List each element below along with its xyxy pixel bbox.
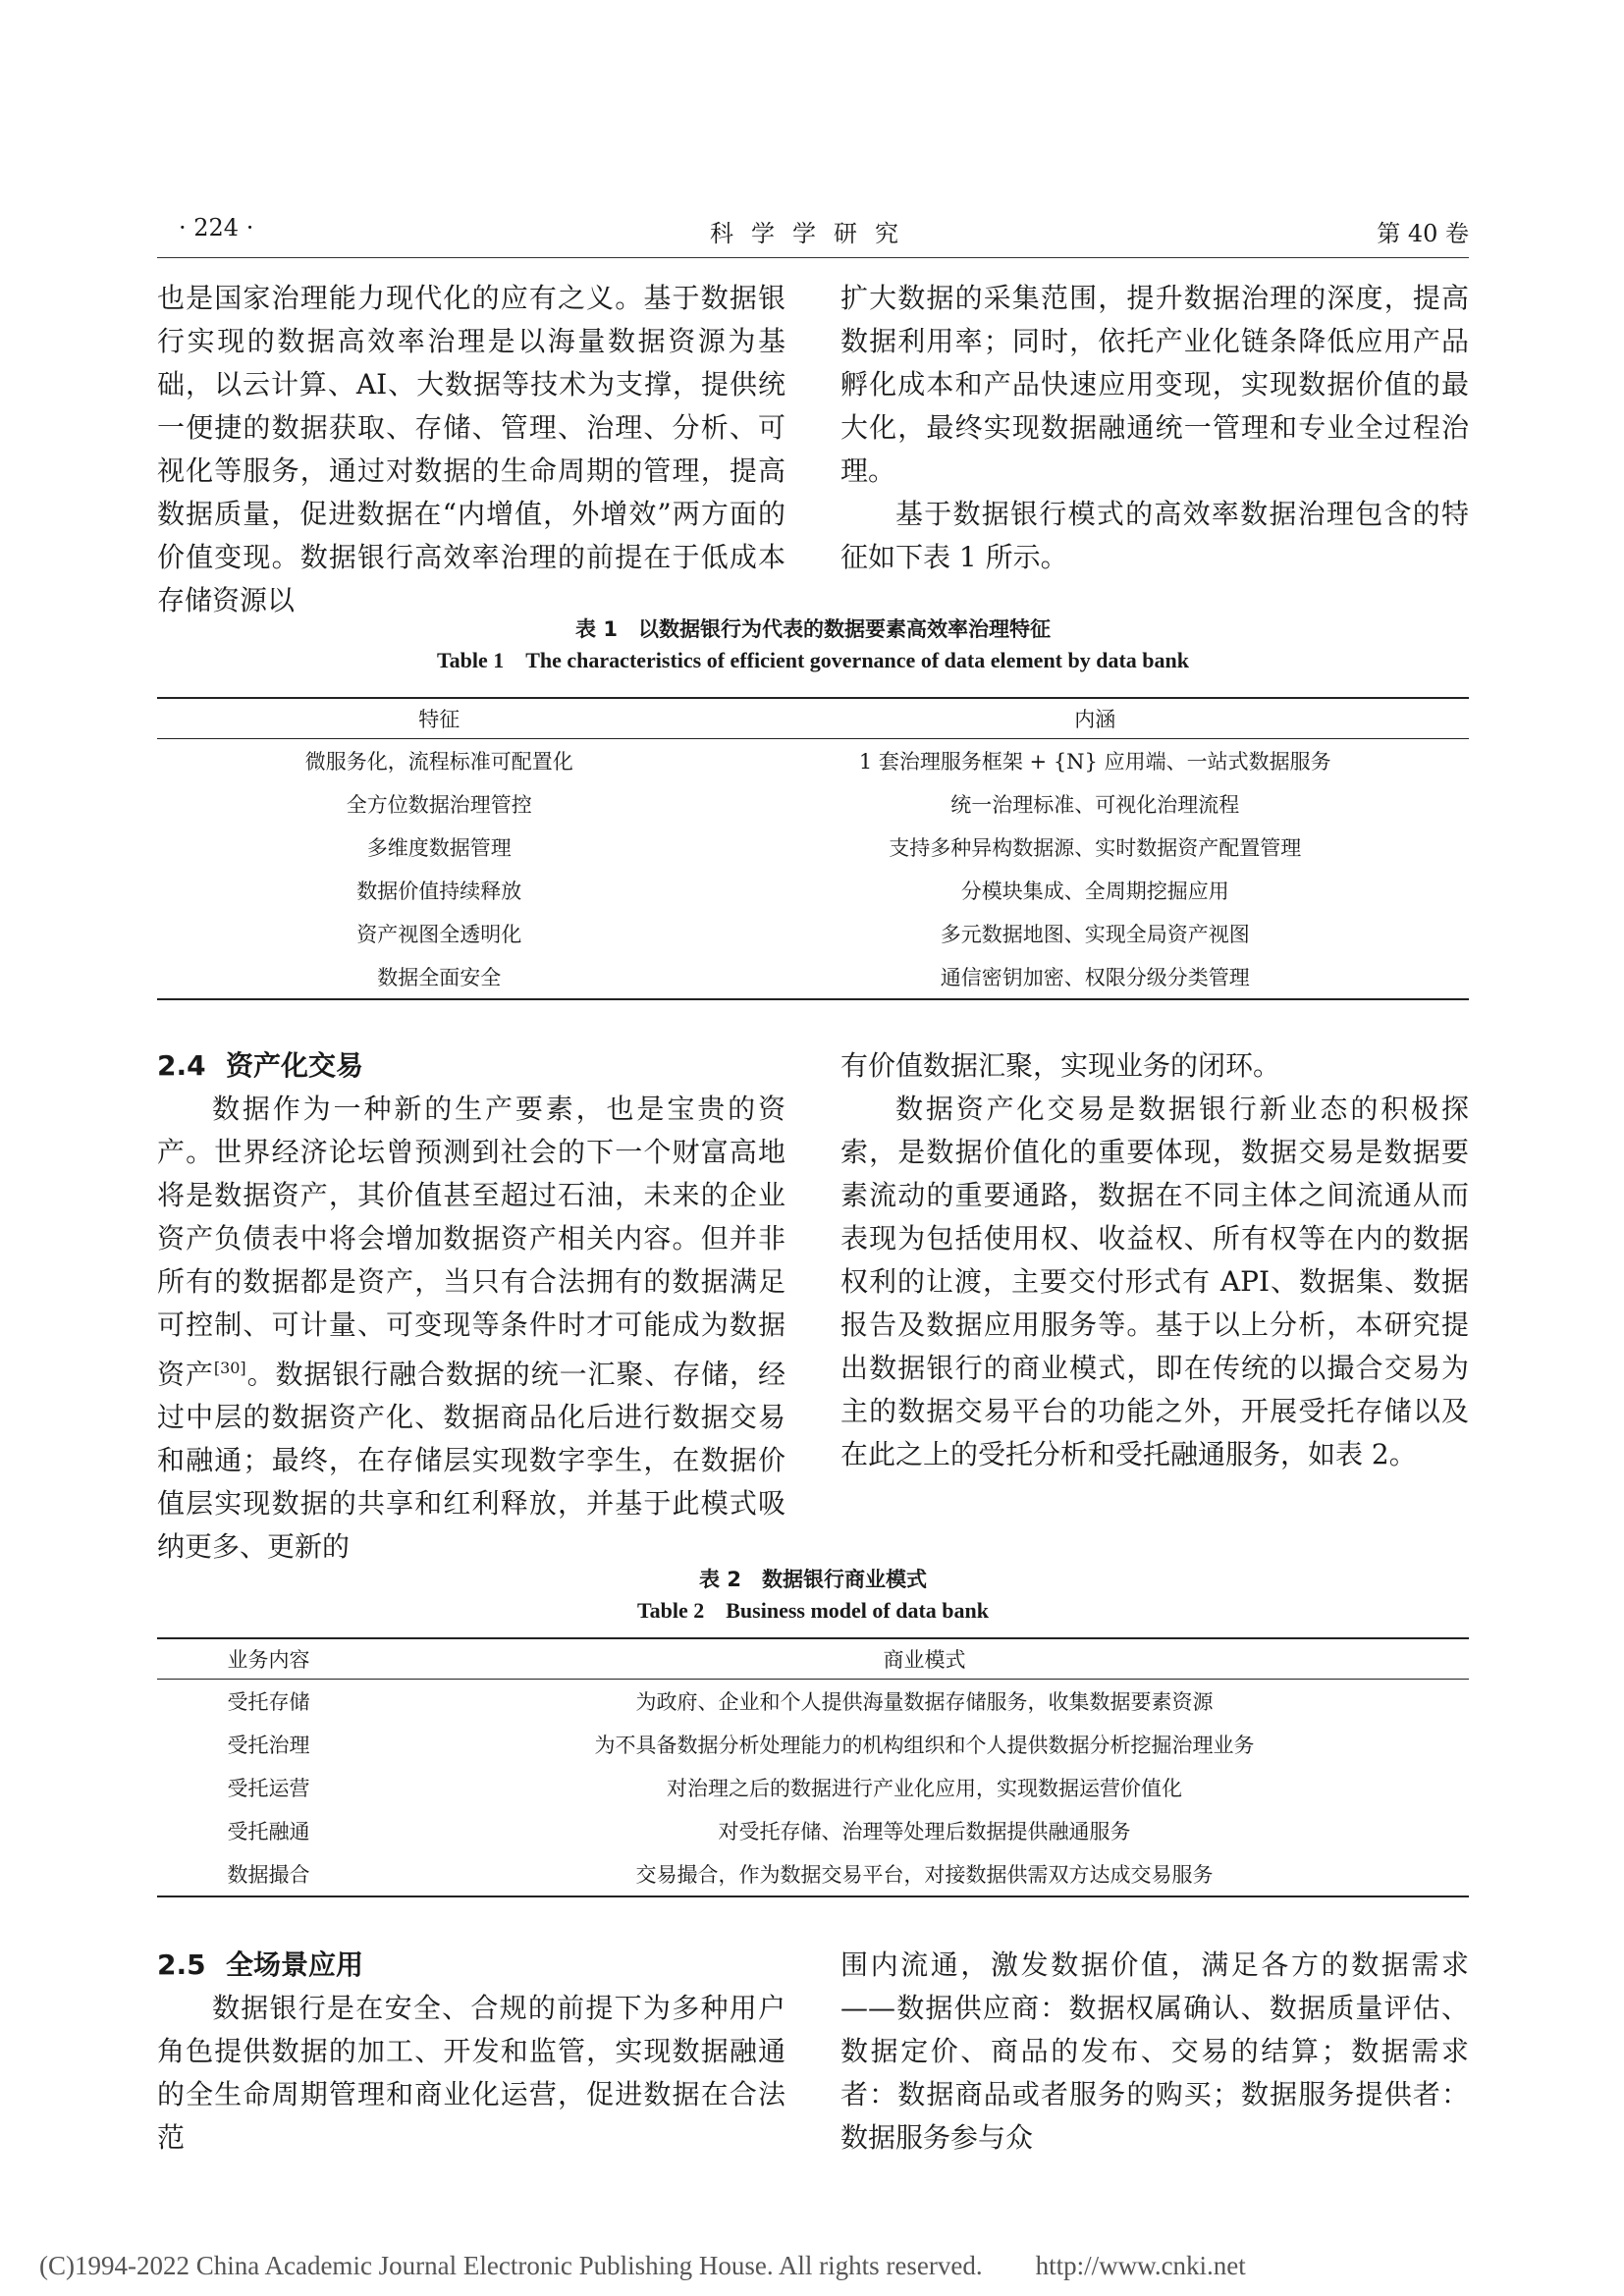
table-row	[157, 1680, 1469, 1724]
paragraph: 数据资产化交易是数据银行新业态的积极探索，是数据价值化的重要体现，数据交易是数据要素流动的重要通路，数据在不同主体之间流通从而表现为包括使用权、收益权、所有权等在内的数据权利的让渡，主要交付形式有 API、数据集、数据报告及数据应用服务等。基于以上分析，本研究提出数据银行的商业模式，即在传统的以撮合交易为主的数据交易平台的功能之外，开展受托存储以及在此之上的受托分析和受托融通服务，如表 2。	[840, 1093, 1469, 1470]
column-header: 商业模式	[380, 1638, 1469, 1680]
table-cell: 统一治理标准、可视化治理流程	[950, 793, 1240, 817]
table-cell: 全方位数据治理管控	[346, 793, 532, 817]
table-header-row	[157, 698, 1469, 739]
section-2-4-left	[157, 1044, 785, 1569]
table1-caption	[157, 614, 1469, 677]
table1-caption-zh: 表 1 以数据银行为代表的数据要素高效率治理特征	[575, 617, 1051, 641]
paragraph: 基于数据银行模式的高效率数据治理包含的特征如下表 1 所示。	[840, 498, 1469, 573]
section-number: 2.4	[157, 1049, 206, 1082]
table-cell: 资产视图全透明化	[356, 923, 522, 946]
table-cell: 通信密钥加密、权限分级分类管理	[721, 955, 1469, 999]
table-row	[157, 1723, 1469, 1766]
table-header-row	[157, 1638, 1469, 1680]
table-cell: 受托存储	[227, 1690, 310, 1714]
table-cell: 对受托存储、治理等处理后数据提供融通服务	[718, 1820, 1131, 1843]
table-cell: 为不具备数据分析处理能力的机构组织和个人提供数据分析挖掘治理业务	[594, 1734, 1255, 1757]
section-heading	[157, 1044, 785, 1088]
section-2-5-left	[157, 1944, 785, 2160]
copyright-footer: (C)1994-2022 China Academic Journal Electronic Publishing House. All rights reserved. http://www.cnki.net	[39, 2251, 1246, 2280]
table-cell: 受托治理	[227, 1734, 310, 1757]
journal-title: 科学学研究	[710, 220, 916, 247]
running-header	[157, 214, 1469, 253]
table-row	[157, 826, 1469, 869]
section-number: 2.5	[157, 1949, 206, 1981]
section-heading	[157, 1944, 785, 1987]
table-cell: 多维度数据管理	[366, 836, 512, 860]
table-cell: 多元数据地图、实现全局资产视图	[940, 923, 1250, 946]
table-cell: 数据价值持续释放	[356, 880, 522, 903]
paragraph: 数据作为一种新的生产要素，也是宝贵的资产。世界经济论坛曾预测到社会的下一个财富高地将是数据资产，其价值甚至超过石油，未来的企业资产负债表中将会增加数据资产相关内容。但并非所有的数据都是资产，当只有合法拥有的数据满足可控制、可计量、可变现等条件时才可能成为数据资产[30]。数据银行融合数据的统一汇聚、存储，经过中层的数据资产化、数据商品化后进行数据交易和融通；最终，在存储层实现数字孪生，在数据价值层实现数据的共享和红利释放，并基于此模式吸纳更多、更新的	[157, 1093, 785, 1564]
table2-caption-zh: 表 2 数据银行商业模式	[699, 1568, 927, 1591]
volume-label: 第 40 卷	[1377, 220, 1469, 247]
table-cell: 交易撮合，作为数据交易平台，对接数据供需双方达成交易服务	[380, 1852, 1469, 1896]
table-row	[157, 739, 1469, 783]
paragraph: 扩大数据的采集范围，提升数据治理的深度，提高数据利用率；同时，依托产业化链条降低应用产品孵化成本和产品快速应用变现，实现数据价值的最大化，最终实现数据融通统一管理和专业全过程治理。	[840, 282, 1469, 487]
table-row	[157, 1809, 1469, 1852]
table-cell: 微服务化，流程标准可配置化	[304, 750, 573, 774]
paragraph: 数据银行是在安全、合规的前提下为多种用户角色提供数据的加工、开发和监管，实现数据融通的全生命周期管理和商业化运营，促进数据在合法范	[157, 1992, 785, 2154]
top-left-column	[157, 277, 785, 622]
table2-caption-en: Table 2 Business model of data bank	[636, 1598, 989, 1623]
table-row	[157, 955, 1469, 999]
table-cell: 受托运营	[227, 1777, 310, 1800]
column-header: 特征	[157, 698, 721, 739]
table-row	[157, 782, 1469, 826]
table1	[157, 697, 1469, 1000]
table1-caption-en: Table 1 The characteristics of efficient governance of data element by data bank	[436, 648, 1190, 672]
table2-caption	[157, 1565, 1469, 1628]
section-2-5-right	[840, 1944, 1469, 2160]
section-title: 资产化交易	[226, 1049, 364, 1082]
column-header: 内涵	[721, 698, 1469, 739]
table-cell: 数据全面安全	[157, 955, 721, 999]
section-2-4-right	[840, 1044, 1469, 1476]
top-right-column	[840, 277, 1469, 579]
table-cell: 为政府、企业和个人提供海量数据存储服务，收集数据要素资源	[635, 1690, 1214, 1714]
table-row	[157, 869, 1469, 912]
table-row	[157, 1852, 1469, 1896]
table-row	[157, 912, 1469, 955]
citation-ref: [30]	[213, 1359, 246, 1377]
column-header: 业务内容	[157, 1638, 380, 1680]
page-number: · 224 ·	[179, 214, 254, 241]
table-cell: 支持多种异构数据源、实时数据资产配置管理	[889, 836, 1302, 860]
table-cell: 分模块集成、全周期挖掘应用	[960, 880, 1229, 903]
paragraph: 也是国家治理能力现代化的应有之义。基于数据银行实现的数据高效率治理是以海量数据资源为基础，以云计算、AI、大数据等技术为支撑，提供统一便捷的数据获取、存储、管理、治理、分析、可视化等服务，通过对数据的生命周期的管理，提高数据质量，促进数据在“内增值，外增效”两方面的价值变现。数据银行高效率治理的前提在于低成本存储资源以	[157, 282, 785, 616]
header-rule	[157, 257, 1469, 258]
table2	[157, 1637, 1469, 1897]
paragraph: 有价值数据汇聚，实现业务的闭环。	[840, 1049, 1281, 1082]
table-cell: 1 套治理服务框架 + {N} 应用端、一站式数据服务	[858, 750, 1331, 774]
table-cell: 受托融通	[227, 1820, 310, 1843]
section-title: 全场景应用	[226, 1949, 364, 1981]
table-cell: 对治理之后的数据进行产业化应用，实现数据运营价值化	[667, 1777, 1183, 1800]
table-row	[157, 1766, 1469, 1809]
paragraph: 围内流通，激发数据价值，满足各方的数据需求——数据供应商：数据权属确认、数据质量评估、数据定价、商品的发布、交易的结算；数据需求者：数据商品或者服务的购买；数据服务提供者：数据服务参与众	[840, 1949, 1469, 2154]
table-cell: 数据撮合	[157, 1852, 380, 1896]
